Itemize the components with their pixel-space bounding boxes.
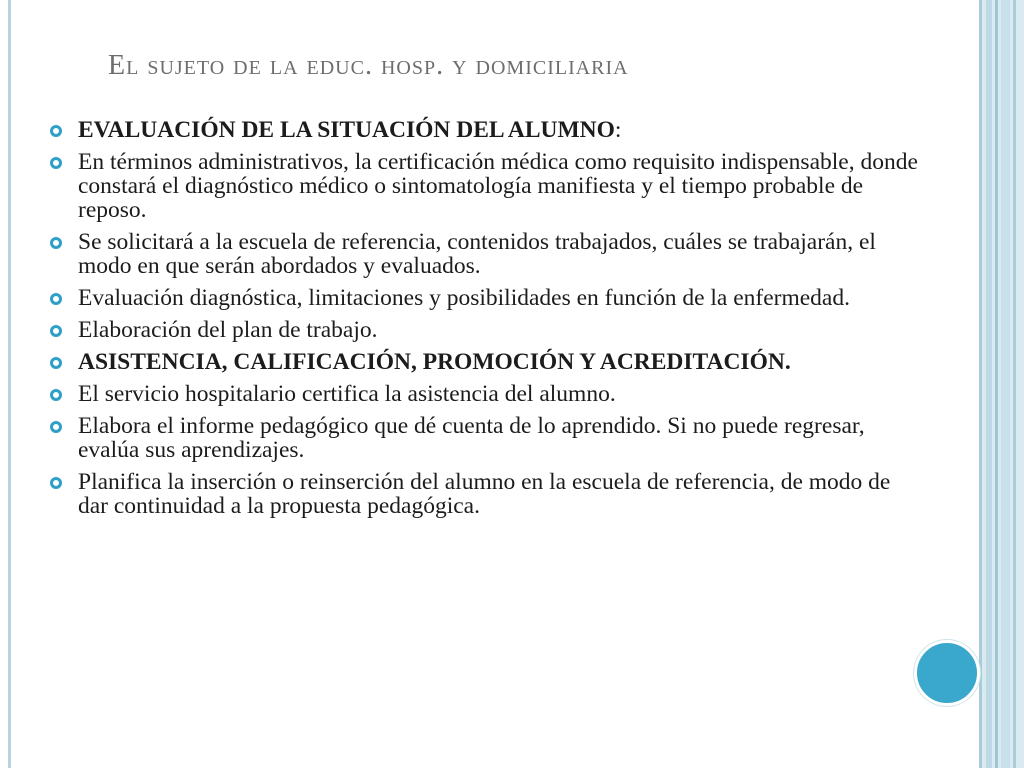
bullet-ring-icon [50,477,62,489]
bullet-ring-icon [50,325,62,337]
right-stripe [1001,0,1010,768]
right-stripe [1013,0,1016,768]
bullet-text: ASISTENCIA, CALIFICACIÓN, PROMOCIÓN Y ACREDITACIÓN. [78,349,791,375]
bullet-item [46,230,926,278]
right-stripe [979,0,982,768]
bullet-ring-icon [50,293,62,305]
bullet-text: El servicio hospitalario certifica la asistencia del alumno. [78,381,616,407]
bullet-item [46,118,926,142]
bullet-text: Elabora el informe pedagógico que dé cuenta de lo aprendido. Si no puede regresar, evalúa sus aprendizajes. [78,413,865,463]
bullet-text: En términos administrativos, la certificación médica como requisito indispensable, donde constará el diagnóstico médico o sintomatología manifiesta y el tiempo probable de reposo. [78,149,918,223]
bullet-text: Elaboración del plan de trabajo. [78,317,378,343]
bullet-list [46,118,926,526]
bullet-ring-icon [50,389,62,401]
bullet-ring-icon [50,357,62,369]
bullet-ring-icon [50,125,62,137]
bullet-text: Planifica la inserción o reinserción del alumno en la escuela de referencia, de modo de dar continuidad a la propuesta pedagógica. [78,469,891,519]
bullet-item [46,150,926,222]
bullet-ring-icon [50,421,62,433]
bullet-item [46,470,926,518]
bullet-item [46,350,926,374]
bullet-item [46,318,926,342]
bullet-ring-icon [50,157,62,169]
bullet-text: Se solicitará a la escuela de referencia, contenidos trabajados, cuáles se trabajarán, el modo en que serán abordados y evaluados. [78,229,876,279]
right-stripe [995,0,998,768]
decorative-circle [914,640,980,706]
bullet-text: EVALUACIÓN DE LA SITUACIÓN DEL ALUMNO [78,117,615,143]
bullet-text: Evaluación diagnóstica, limitaciones y posibilidades en función de la enfermedad. [78,285,850,311]
left-frame-line [8,0,11,768]
right-stripe [986,0,992,768]
bullet-ring-icon [50,237,62,249]
bullet-item [46,286,926,310]
bullet-item [46,414,926,462]
bullet-item [46,382,926,406]
bullet-text-suffix: : [614,117,622,143]
slide-title: El sujeto de la educ. hosp. y domiciliaria [108,50,629,81]
